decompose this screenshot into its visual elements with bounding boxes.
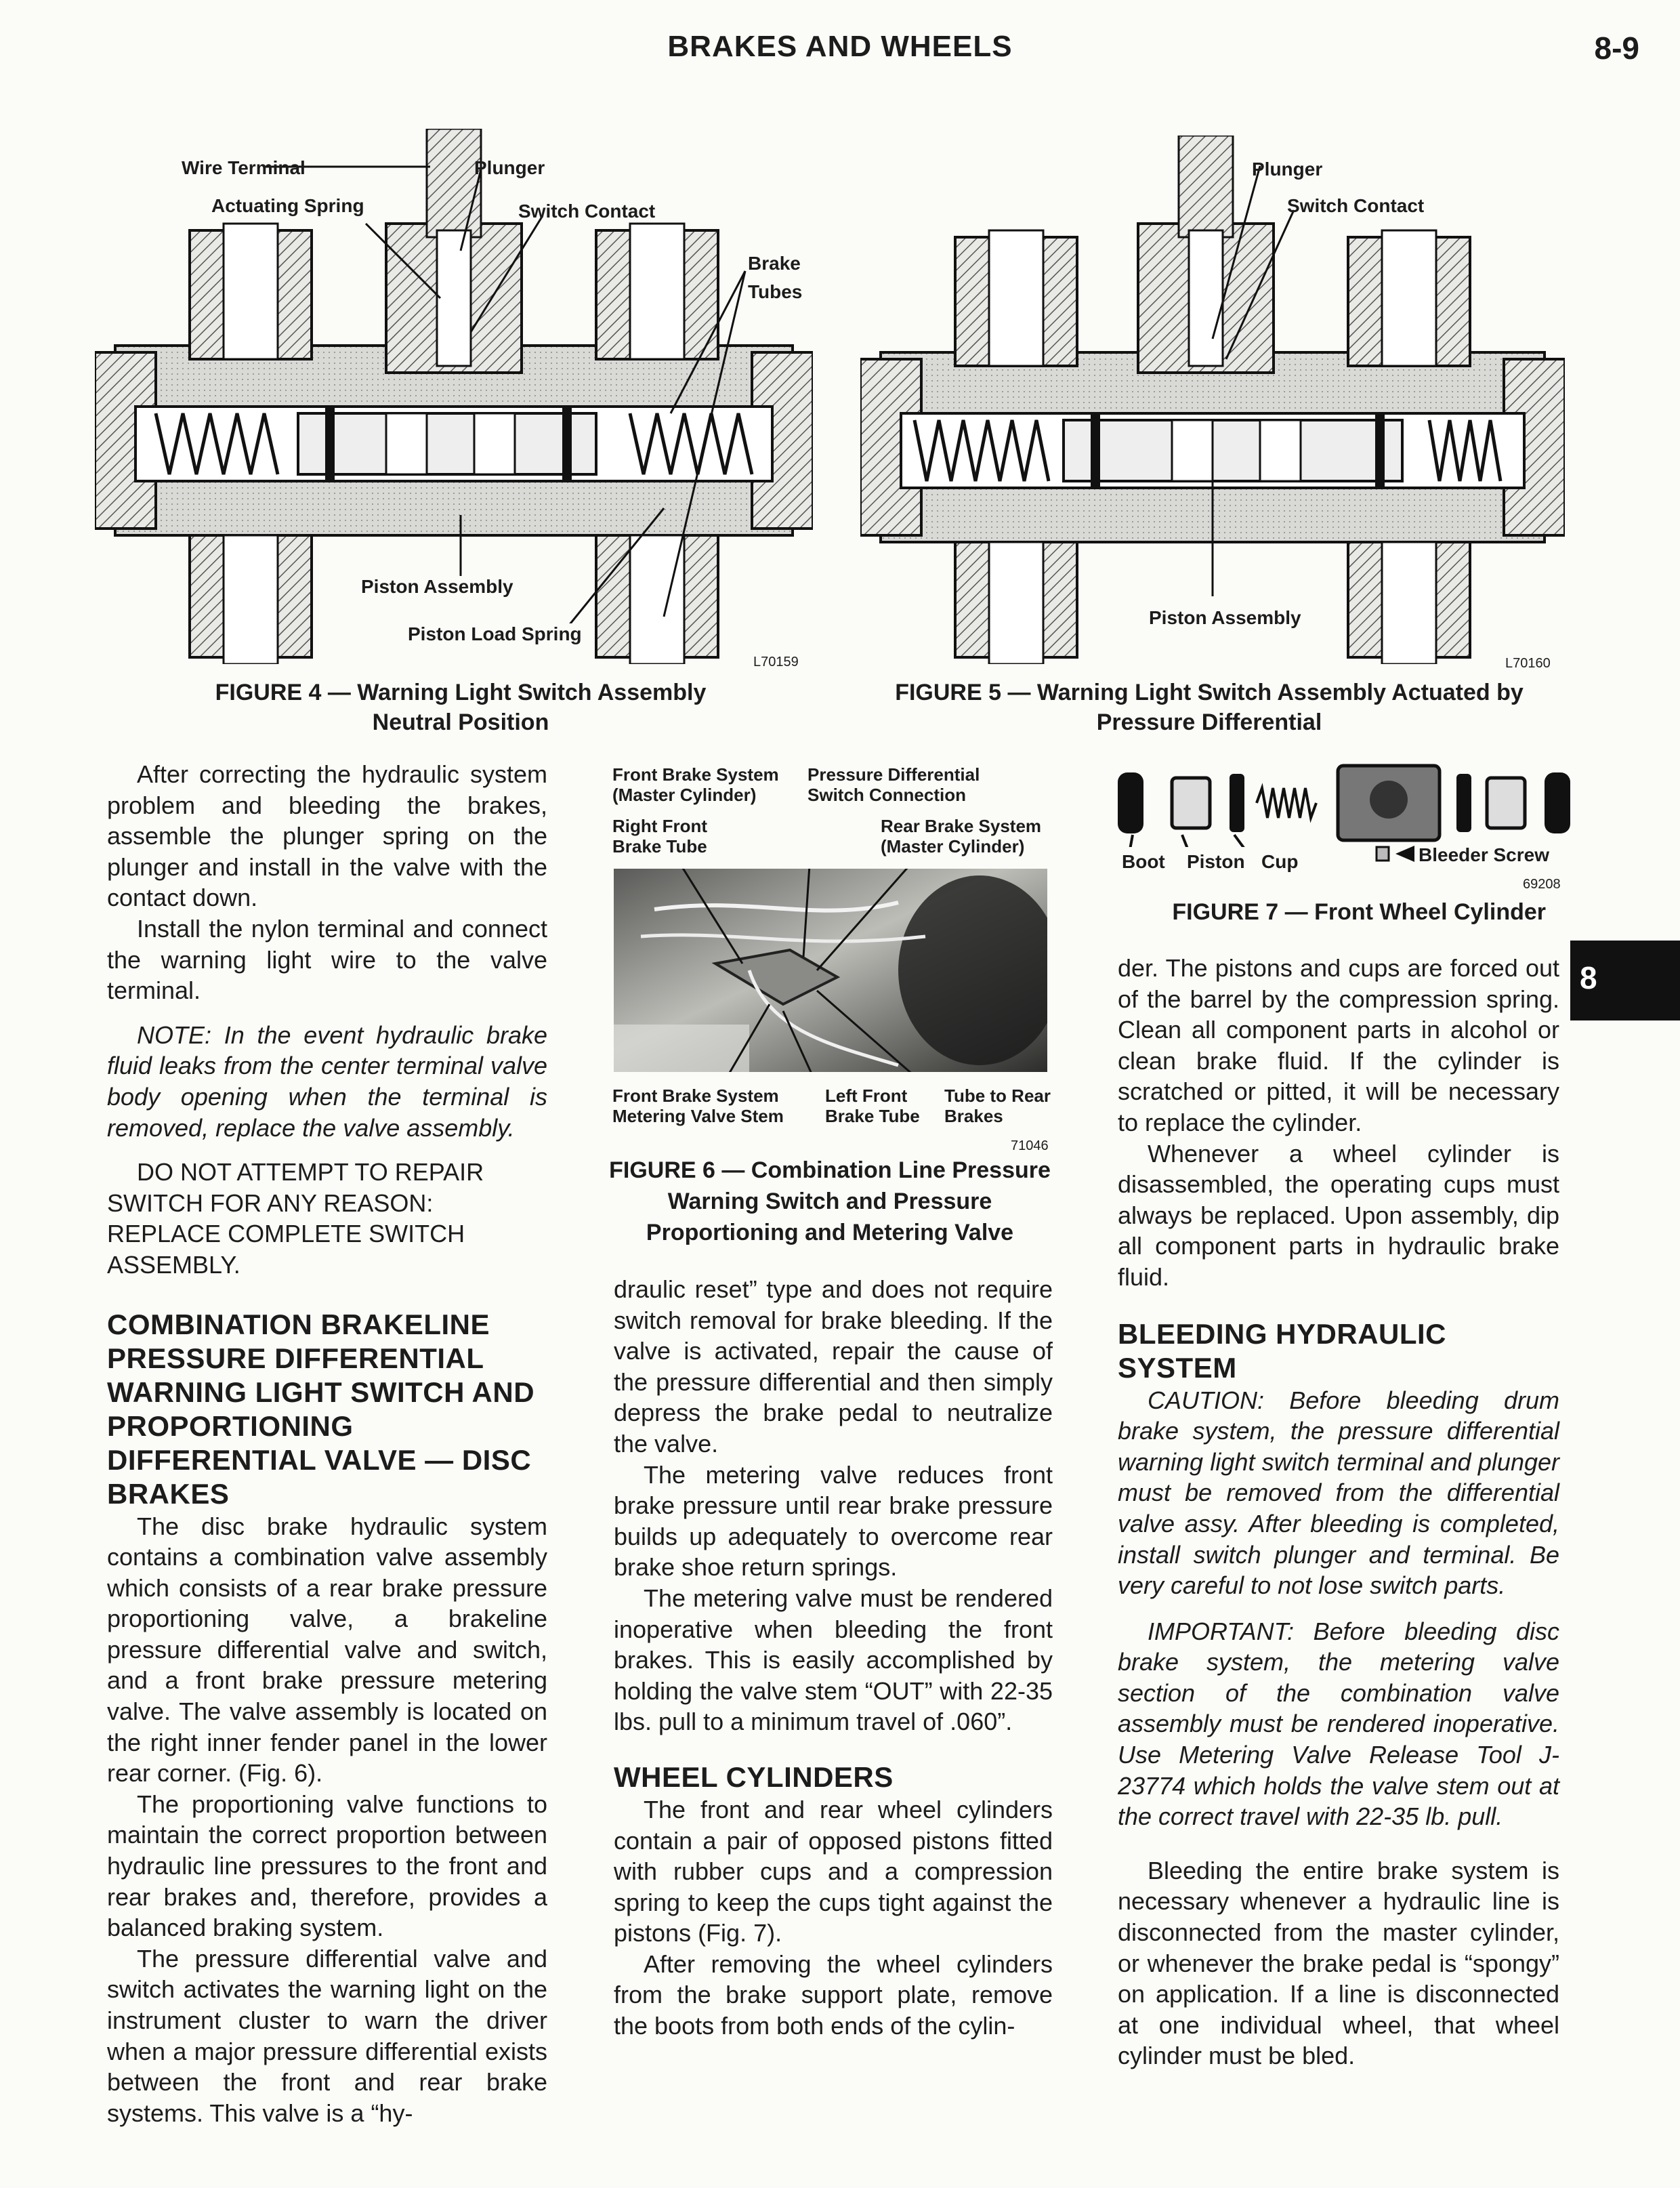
- fig6-caption-line1: FIGURE 6 — Combination Line Pressure: [609, 1157, 1051, 1183]
- section-tab: [1570, 941, 1680, 1020]
- fig4-ref-code: L70159: [753, 655, 799, 669]
- figure-7-drawing: [1118, 759, 1572, 847]
- col1-paragraph-5: The pressure differential valve and switch activates the warning light on the instrument cluster to warn the driver when a major pressure differential exists between the front and rear brake systems. This valve is a “hy-: [107, 1944, 547, 2127]
- fig4-caption: [156, 678, 765, 737]
- running-header: BRAKES AND WHEELS: [667, 30, 1013, 63]
- fig7-ref-code: 69208: [1523, 877, 1561, 892]
- fig4-switch-contact-label: Switch Contact: [518, 201, 656, 222]
- page-number: 8-9: [1594, 30, 1639, 66]
- fig7-piston-label: Piston: [1187, 851, 1245, 872]
- fig6-front-brake-master-label: Front Brake System (Master Cylinder): [612, 764, 779, 805]
- col2-paragraph-1: draulic reset” type and does not require switch removal for brake bleeding. If the valve is activated, repair the cause of the pressure differential and then simply depress the brake pedal to neutralize the valve.: [614, 1275, 1053, 1458]
- fig7-caption: FIGURE 7 — Front Wheel Cylinder: [1172, 899, 1546, 925]
- col3-caution: CAUTION: Before bleeding drum brake system, the pressure differential warning light switch terminal and plunger must be removed from the differential valve assy. After bleeding is completed, install switch plunger and terminal. Be very careful to not lose switch parts.: [1118, 1386, 1559, 1600]
- fig5-caption-line2: Pressure Differential: [1096, 709, 1322, 735]
- figure-6-photo: [614, 869, 1047, 1072]
- col2-paragraph-2: The metering valve reduces front brake pressure until rear brake pressure builds up adequately to overcome rear brake shoe return springs.: [614, 1460, 1053, 1582]
- section-tab-label: 8: [1580, 960, 1597, 995]
- fig7-boot-label: Boot: [1122, 851, 1165, 872]
- fig6-tube-to-rear-label: Tube to Rear Brakes: [944, 1086, 1051, 1126]
- fig6-caption-line3: Proportioning and Metering Valve: [646, 1220, 1014, 1245]
- fig6-caption: [603, 1155, 1057, 1248]
- column-3: [1118, 953, 1559, 2071]
- fig4-wire-terminal-label: Wire Terminal: [182, 157, 306, 178]
- fig7-bleeder-screw-label: Bleeder Screw: [1419, 844, 1549, 865]
- fig6-caption-line2: Warning Switch and Pressure: [667, 1189, 992, 1214]
- col2-paragraph-3: The metering valve must be rendered inoperative when bleeding the front brakes. This is easily accomplished by holding the valve stem “OUT” with 22-35 lbs. pull to a minimum travel of .060”.: [614, 1584, 1053, 1736]
- fig5-caption-line1: FIGURE 5 — Warning Light Switch Assembly Actuated by: [895, 680, 1524, 705]
- figure-5-drawing: [860, 136, 1565, 664]
- col1-paragraph-2: Install the nylon terminal and connect the warning light wire to the valve terminal.: [107, 914, 547, 1005]
- col3-important: IMPORTANT: Before bleeding disc brake system, the metering valve section of the combination valve assembly must be rendered inoperative. Use Metering Valve Release Tool J-23774 which holds the valve stem out at the correct travel with 22-35 lb. pull.: [1118, 1617, 1559, 1831]
- fig6-right-front-tube-label: Right Front Brake Tube: [612, 816, 708, 856]
- fig6-left-front-tube-label: Left Front Brake Tube: [825, 1086, 920, 1126]
- col1-paragraph-4: The proportioning valve functions to maintain the correct proportion between hydraulic line pressures to the front and rear brakes and, therefore, provides a balanced braking system.: [107, 1790, 547, 1942]
- column-1: [107, 759, 547, 2128]
- col1-warning: DO NOT ATTEMPT TO REPAIR SWITCH FOR ANY REASON: REPLACE COMPLETE SWITCH ASSEMBLY.: [107, 1158, 484, 1279]
- col1-paragraph-1: After correcting the hydraulic system problem and bleeding the brakes, assemble the plunger spring on the plunger and install in the valve with the contact down.: [107, 760, 547, 912]
- col1-heading: COMBINATION BRAKELINE PRESSURE DIFFERENTIAL WARNING LIGHT SWITCH AND PROPORTIONING DIFFERENTIAL VALVE — DISC BRAKES: [107, 1308, 535, 1510]
- col2-heading: WHEEL CYLINDERS: [614, 1760, 894, 1793]
- column-2: [614, 1274, 1053, 2042]
- fig5-ref-code: L70160: [1505, 656, 1551, 671]
- fig4-piston-assembly-label: Piston Assembly: [357, 576, 518, 598]
- bleeder-screw-icon: [1375, 840, 1416, 867]
- fig4-piston-load-spring-label: Piston Load Spring: [404, 623, 586, 645]
- fig4-caption-line1: FIGURE 4 — Warning Light Switch Assembly: [215, 680, 707, 705]
- fig5-piston-assembly-label: Piston Assembly: [1145, 607, 1305, 629]
- fig5-plunger-label: Plunger: [1252, 159, 1323, 180]
- col1-note: NOTE: In the event hydraulic brake fluid leaks from the center terminal valve body opening when the terminal is removed, replace the valve assembly.: [107, 1020, 547, 1142]
- fig5-switch-contact-label: Switch Contact: [1287, 195, 1425, 216]
- fig6-pressure-diff-switch-label: Pressure Differential Switch Connection: [807, 764, 980, 805]
- fig6-rear-brake-master-label: Rear Brake System (Master Cylinder): [881, 816, 1042, 856]
- fig6-metering-valve-stem-label: Front Brake System Metering Valve Stem: [612, 1086, 784, 1126]
- col1-paragraph-3: The disc brake hydraulic system contains a combination valve assembly which consists of a rear brake pressure proportioning valve, a brakeline pressure differential valve and switch, and a front brake pressure metering valve. The valve assembly is located on the right inner fender panel in the lower rear corner. (Fig. 6).: [107, 1512, 547, 1788]
- col2-paragraph-5: After removing the wheel cylinders from the brake support plate, remove the boots from both ends of the cylin-: [614, 1949, 1053, 2040]
- fig4-plunger-label: Plunger: [474, 157, 545, 178]
- fig7-cup-label: Cup: [1261, 851, 1299, 872]
- fig4-caption-line2: Neutral Position: [372, 709, 549, 735]
- fig4-brake-tubes-label: Brake Tubes: [748, 253, 803, 302]
- fig6-ref-code: 71046: [1011, 1138, 1049, 1153]
- col3-paragraph-3: Bleeding the entire brake system is necessary whenever a hydraulic line is disconnected from the master cylinder, or whenever the brake pedal is “spongy” on application. If a line is disconnected at one individual wheel, that wheel cylinder must be bled.: [1118, 1856, 1559, 2070]
- col2-paragraph-4: The front and rear wheel cylinders contain a pair of opposed pistons fitted with rubber cups and a compression spring to keep the cups tight against the pistons (Fig. 7).: [614, 1795, 1053, 1947]
- fig4-actuating-spring-label: Actuating Spring: [211, 195, 364, 216]
- col3-heading: BLEEDING HYDRAULIC SYSTEM: [1118, 1317, 1447, 1384]
- col3-paragraph-2: Whenever a wheel cylinder is disassembled, the operating cups must always be replaced. Upon assembly, dip all component parts in hydraulic brake fluid.: [1118, 1139, 1559, 1291]
- col3-paragraph-1: der. The pistons and cups are forced out of the barrel by the compression spring. Clean all component parts in alcohol or clean brake fluid. If the cylinder is scratched or pitted, it will be necessary to replace the cylinder.: [1118, 954, 1559, 1136]
- fig5-caption: [887, 678, 1531, 737]
